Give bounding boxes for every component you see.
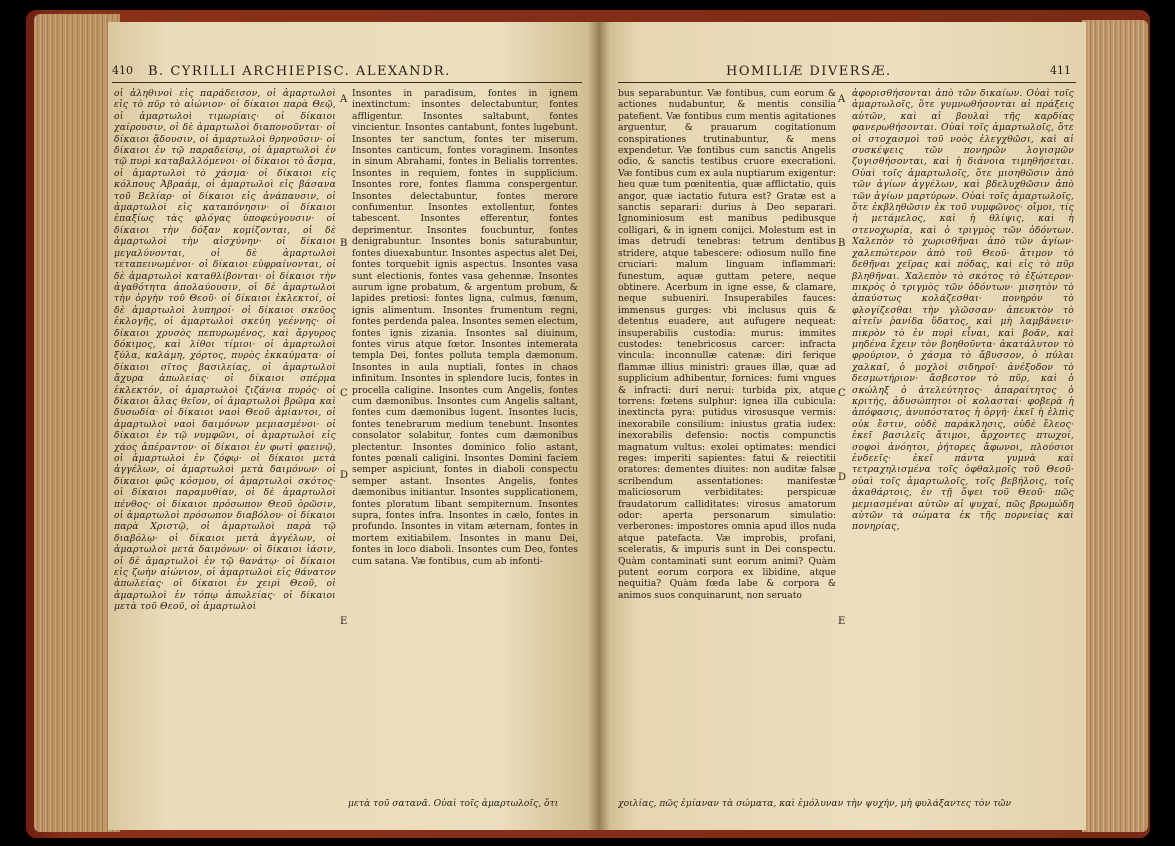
right-latin-column: bus separabuntur. Væ fontibus, cum eorum & actiones nudabuntur, & mentis consilia patefient. Væ fontibus cum mentis agitationes arguentur, & prauarum cogitationum conspirationes trutinabuntur, & mens expendetur. Væ fontibus cum sanctis Angelis odio, & sanctis testibus cruore execrationi. Væ fontibus cum ex aula nuptiarum exigentur: heu quæ tum pœnitentia, quæ afflictatio, quis angor, quæ iactatio futura est? Gratæ est a sanctis separari: durius à Deo separari. Ignominiosum est manibus pedibusque colligari, & in ignem conijci. Molestum est in imas detrudi tenebras: tetrum dentibus stridere, atque tabescere: odiosum nullo fine cruciari: malum linguam inflammari: funestum, aquæ guttam petere, neque obtinere. Acerbum in igne esse, & clamare, neque subueniri. Insuperabiles fauces: immensus gurges: vbi inclusus quis & detentus euadere, aut aufugere nequeat: insuperabilis custodia: murus: immites custodes: tenebricosus carcer: infracta vincula: inconnullæ catenæ: diri ferique flammæ illius ministri: graues illæ, quæ ad supplicium adhibentur, fornices: fumi vngues & infracti: duri nerui: turbida pix, atque torrens: fœtens sulphur: ignea illa cubicula: inextincta pyra: putidus virosusque vermis: inexorabile consilium: iniustus gratia iudex: inexorabilis defensio: noctis compunctis magnatum vultus: exolei optimates: mendici reges: imperiti sapientes: fatui & reiectitii oratores: dementes diuites: non auditæ falsæ scribendum assentationes: manifestæ maliciosorum verbiditates: perspicuæ fraudatorum calliditates: virosus amatorum odor: aperta personarum simulatio: verberones: impostores omnia apud illos nuda atque patefacta. Væ improbis, profani, sceleratis, & impuris sunt in Dei conspectu. Quàm contaminati sunt eorum animi? Quàm putent eorum corpora ex libidine, atque nequitia? Quàm fœda labe & corpora & animos suos conquinarunt, non seruato xyxy=(618,88,836,601)
right-running-head: HOMILIÆ DIVERSÆ. xyxy=(726,64,892,79)
left-margin-letter-c: C xyxy=(340,388,348,399)
left-margin-letter-e: E xyxy=(340,616,348,627)
right-margin-letter-b: B xyxy=(838,238,846,249)
right-margin-letter-c: C xyxy=(838,388,846,399)
book-gutter xyxy=(588,22,610,830)
right-page-edges xyxy=(1082,20,1148,832)
left-latin-column: Insontes in paradisum, fontes in ignem inextinctum: insontes delectabuntur, fontes affligentur. Insontes saltabunt, fontes vincientur. Insontes cantabunt, fontes lugebunt. Insontes ter sanctum, fontes ter miserum. Insontes canticum, fontes voraginem. Insontes in sinum Abrahami, fontes in Belialis torrentes. Insontes in requiem, fontes in supplicium. Insontes rore, fontes flamma conspergentur. Insontes delectabuntur, fontes merore confumentur. Insontes extollentur, fontes tabescent. Insontes efferentur, fontes deprimentur. Insontes foucbuntur, fontes denigrabuntur. Insontes bonis saturabuntur, fontes diuexabuntur. Insontes aspectus alet Dei, fontes torquebit ignis aspectus. Insontes vasa sunt electionis, fontes vasa gehennæ. Insontes aurum igne probatum, & argentum probum, & lapides pretiosi: fontes ligna, culmus, fœnum, ignis alimentum. Insontes frumentum regni, fontes perdenda palea. Insontes semen electum, fontes ignis zizania. Insontes sal diuinum, fontes virus atque fœtor. Insontes intemerata templa Dei, fontes polluta templa dæmonum. Insontes in aula nuptiali, fontes in chaos infinitum. Insontes in splendore lucis, fontes in procella caligine. Insontes cum Angelis, fontes cum dæmonibus. Insontes cum Angelis saltant, fontes cum dæmonibus lugent. Insontes lucis, fontes tenebrarum medium tenebunt. Insontes consolator solabitur, fontes cum dæmonibus plectentur. Insontes dominico folio astant, fontes pœnali caligini. Insontes Domini faciem semper aspiciunt, fontes in diaboli conspectu semper astant. Insontes Angelis, fontes dæmonibus initiantur. Insontes supplicationem, fontes ploratum libant sempiternum. Insontes supra, fontes infra. Insontes in cælo, fontes in profundo. Insontes in vitam æternam, fontes in mortem exitiabilem. Insontes in manu Dei, fontes in loco diaboli. Insontes cum Deo, fontes cum satana. Væ fontibus, cum ab infonti- xyxy=(352,88,578,567)
left-margin-letter-d: D xyxy=(340,470,349,481)
left-running-head: B. CYRILLI ARCHIEPISC. ALEXANDR. xyxy=(148,64,451,79)
right-head-rule xyxy=(618,82,1076,83)
right-margin-letter-a: A xyxy=(838,94,846,105)
left-margin-letter-a: A xyxy=(340,94,348,105)
left-greek-column: οἱ ἀληθινοὶ εἰς παράδεισον, οἱ ἁμαρτωλοὶ εἰς τὸ πῦρ τὸ αἰώνιον· οἱ δίκαιοι παρὰ Θεῷ, οἱ ἁμαρτωλοὶ τιμωρίαις· οἱ δίκαιοι χαίρουσιν, οἱ δὲ ἁμαρτωλοὶ διαπονοῦνται· οἱ δίκαιοι ᾄδουσιν, οἱ ἁμαρτωλοὶ θρηνοῦσιν· οἱ δίκαιοι ἐν τῷ παραδείσῳ, οἱ ἁμαρτωλοὶ ἐν τῷ πυρὶ καταβαλλόμενοι· οἱ δίκαιοι τὸ ἄσμα, οἱ ἁμαρτωλοὶ τὸ χάσμα· οἱ δίκαιοι εἰς κόλπους Ἀβραάμ, οἱ ἁμαρτωλοὶ εἰς βάσανα τοῦ Βελίαρ· οἱ δίκαιοι εἰς ἀνάπαυσιν, οἱ ἁμαρτωλοὶ εἰς καταπόνησιν· οἱ δίκαιοι ἐπαξίως τὰς φλόγας ὑποφεύγουσιν· οἱ δίκαιοι τὴν δόξαν κομίζονται, οἱ δὲ ἁμαρτωλοὶ τὴν αἰσχύνην· οἱ δίκαιοι μεγαλύνονται, οἱ δὲ ἁμαρτωλοὶ τεταπεινωμένοι· οἱ δίκαιοι εὐφραίνονται, οἱ δὲ ἁμαρτωλοὶ καταθλίβονται· οἱ δίκαιοι τὴν ἀγαθότητα ἀπολαύουσιν, οἱ δὲ ἁμαρτωλοὶ τὴν ὀργὴν τοῦ Θεοῦ· οἱ δίκαιοι ἐκλεκτοί, οἱ δὲ ἁμαρτωλοὶ λυπηροί· οἱ δίκαιοι σκεῦος ἐκλογῆς, οἱ ἁμαρτωλοὶ σκεύη γεέννης· οἱ δίκαιοι χρυσὸς πεπυρωμένος, καὶ ἄργυρος δόκιμος, καὶ λίθοι τίμιοι· οἱ ἁμαρτωλοὶ ξύλα, καλάμη, χόρτος, πυρὸς ἐκκαύματα· οἱ δίκαιοι σῖτος βασιλείας, οἱ ἁμαρτωλοὶ ἄχυρα ἀπωλείας· οἱ δίκαιοι σπέρμα ἐκλεκτόν, οἱ ἁμαρτωλοὶ ζιζάνια πυρός· οἱ δίκαιοι ἅλας θεῖον, οἱ ἁμαρτωλοὶ βρῶμα καὶ δυσωδία· οἱ δίκαιοι ναοὶ Θεοῦ ἀμίαντοι, οἱ ἁμαρτωλοὶ ναοὶ δαιμόνων μεμιασμένοι· οἱ δίκαιοι ἐν τῷ νυμφῶνι, οἱ ἁμαρτωλοὶ εἰς χάος ἀπέραντον· οἱ δίκαιοι ἐν φωτὶ φαεινῷ, οἱ ἁμαρτωλοὶ ἐν ζόφῳ· οἱ δίκαιοι μετὰ ἀγγέλων, οἱ ἁμαρτωλοὶ μετὰ δαιμόνων· οἱ δίκαιοι φῶς κόσμου, οἱ ἁμαρτωλοὶ σκότος· οἱ δίκαιοι παραμυθίαν, οἱ δὲ ἁμαρτωλοὶ πένθος· οἱ δίκαιοι πρόσωπον Θεοῦ ὁρῶσιν, οἱ ἁμαρτωλοὶ πρόσωπον διαβόλου· οἱ δίκαιοι παρὰ Χριστῷ, οἱ ἁμαρτωλοὶ παρὰ τῷ διαβόλῳ· οἱ δίκαιοι μετὰ ἀγγέλων, οἱ ἁμαρτωλοὶ μετὰ δαιμόνων· οἱ δίκαιοι ἰάσιν, οἱ δὲ ἁμαρτωλοὶ ἐν τῷ θανάτῳ· οἱ δίκαιοι εἰς ζωὴν αἰώνιον, οἱ ἁμαρτωλοὶ εἰς θάνατον ἀπωλείας· οἱ δίκαιοι ἐν χειρὶ Θεοῦ, οἱ ἁμαρτωλοὶ ἐν τόπῳ ἀπωλείας· οἱ δίκαιοι μετὰ τοῦ Θεοῦ, οἱ ἁμαρτωλοὶ xyxy=(114,88,336,613)
left-page-number: 410 xyxy=(112,64,133,77)
left-page xyxy=(108,22,598,830)
right-margin-letter-d: D xyxy=(838,472,847,483)
right-footer-line: χοιλίας, πῶς ἐμίαναν τὰ σώματα, καὶ ἐμόλυναν τὴν ψυχήν, μὴ φυλάξαντες τὸν τῶν xyxy=(618,798,1012,809)
right-margin-letter-e: E xyxy=(838,616,846,627)
right-page-number: 411 xyxy=(1050,64,1071,77)
left-footer-line: μετὰ τοῦ σατανᾶ. Οὐαὶ τοῖς ἁμαρτωλοῖς, ὅτι xyxy=(348,798,559,809)
left-head-rule xyxy=(112,82,582,83)
right-page xyxy=(598,22,1086,830)
left-margin-letter-b: B xyxy=(340,238,348,249)
right-greek-column: ἀφορισθήσονται ἀπὸ τῶν δικαίων. Οὐαὶ τοῖς ἁμαρτωλοῖς, ὅτε γυμνωθήσονται αἱ πράξεις αὐτῶν, καὶ αἱ βουλαὶ τῆς καρδίας φανερωθήσονται. Οὐαὶ τοῖς ἁμαρτωλοῖς, ὅτε οἱ στοχασμοὶ τοῦ νοὸς ἐλεγχθῶσι, καὶ αἱ συσκέψεις τῶν πονηρῶν λογισμῶν ζυγισθήσονται, καὶ ἡ διάνοια τιμηθήσεται. Οὐαὶ τοῖς ἁμαρτωλοῖς, ὅτε μισηθῶσιν ἀπὸ τῶν ἁγίων ἀγγέλων, καὶ βδελυχθῶσιν ἀπὸ τῶν ἁγίων μαρτύρων. Οὐαὶ τοῖς ἁμαρτωλοῖς, ὅτε ἐκβληθῶσιν ἐκ τοῦ νυμφῶνος· οἴμοι, τίς ἡ μετάμελος, καὶ ἡ θλίψις, καὶ ἡ στενοχωρία, καὶ ὁ τριγμὸς τῶν ὀδόντων. Χαλεπὸν τὸ χωρισθῆναι ἀπὸ τῶν ἁγίων· χαλεπώτερον ἀπὸ τοῦ Θεοῦ· ἄτιμον τὸ δεθῆναι χεῖρας καὶ πόδας, καὶ εἰς τὸ πῦρ βληθῆναι. Χαλεπὸν τὸ σκότος τὸ ἐξώτερον· πικρὸς ὁ τριγμὸς τῶν ὀδόντων· μισητὸν τὸ ἀπαύστως κολάζεσθαι· πονηρὸν τὸ φλογίζεσθαι τὴν γλῶσσαν· ἀπευκτὸν τὸ αἰτεῖν ῥανίδα ὕδατος, καὶ μὴ λαμβάνειν· πικρὸν τὸ ἐν πυρὶ εἶναι, καὶ βοᾶν, καὶ μηδένα ἔχειν τὸν βοηθοῦντα· ἀκατάλυτον τὸ φρούριον, ὁ χάσμα τὸ ἄβυσσον, ὁ πύλαι χαλκαῖ, ὁ μοχλοὶ σιδηροῖ· ἀνέξοδον τὸ δεσμωτήριον· ἄσβεστον τὸ πῦρ, καὶ ὁ σκώληξ ὁ ἀτελεύτητος· ἀπαραίτητος ὁ κριτής, ἀδυσώπητοι οἱ κολασταί· φοβερὰ ἡ ἀπόφασις, ἀνυπόστατος ἡ ὀργή· ἐκεῖ ἡ ἐλπὶς οὐκ ἔστιν, οὐδὲ παράκλησις, οὐδὲ ἔλεος· ἐκεῖ βασιλεῖς ἄτιμοι, ἄρχοντες πτωχοί, σοφοὶ ἀνόητοι, ῥήτορες ἄφωνοι, πλούσιοι ἐνδεεῖς· ἐκεῖ πάντα γυμνὰ καὶ τετραχηλισμένα τοῖς ὀφθαλμοῖς τοῦ Θεοῦ· οὐαὶ τοῖς ἁμαρτωλοῖς, τοῖς βεβήλοις, τοῖς ἀκαθάρτοις, ἐν τῇ ὄψει τοῦ Θεοῦ· πῶς μεμιασμέναι αὐτῶν αἱ ψυχαί, πῶς βρωμώδη αὐτῶν τὰ σώματα ἐκ τῆς πορνείας καὶ πονηρίας, xyxy=(852,88,1074,533)
